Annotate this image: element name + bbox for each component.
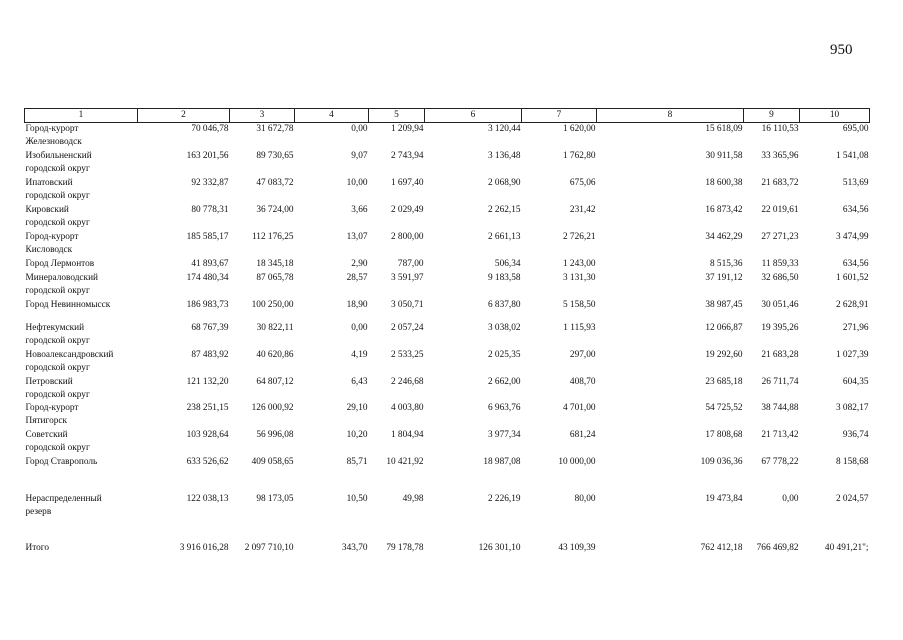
value-cell: 103 928,64: [186, 430, 229, 440]
value-cell: 766 469,82: [756, 543, 799, 553]
value-cell: 6,43: [351, 377, 368, 387]
row-label-line: Минераловодский: [25, 273, 99, 283]
row-label: [25, 322, 138, 349]
value-cell: 9,07: [351, 151, 368, 161]
row-label-line: Новоалександровский: [25, 350, 114, 360]
row-label-line: Город-курорт: [25, 403, 79, 413]
row-label-line: Ипатовский: [25, 178, 73, 188]
value-cell: 9 183,58: [487, 273, 521, 283]
row-label-line: Кировский: [25, 205, 69, 215]
table-row: [25, 402, 870, 429]
value-cell: 185 585,17: [186, 232, 229, 242]
value-cell: 3 038,02: [487, 323, 521, 333]
value-cell: 2 628,91: [835, 300, 869, 310]
row-label: [25, 456, 138, 479]
value-cell: 1 697,40: [390, 178, 424, 188]
value-cell: 8 158,68: [835, 457, 869, 467]
value-cell: 43 109,39: [558, 543, 596, 553]
value-cell: 408,70: [569, 377, 596, 387]
row-label-line: Итого: [25, 543, 50, 553]
value-cell: 8 515,36: [709, 259, 743, 269]
value-cell: 297,00: [569, 350, 596, 360]
row-label-line: городской округ: [25, 336, 90, 346]
row-label: [25, 204, 138, 231]
value-cell: 19 395,26: [761, 323, 799, 333]
value-cell: 27 271,23: [761, 232, 799, 242]
row-label-line: городской округ: [25, 363, 90, 373]
table-row: [25, 456, 870, 479]
value-cell: 68 767,39: [191, 323, 229, 333]
value-cell: 18 600,38: [705, 178, 743, 188]
table-row: [25, 542, 870, 569]
value-cell: 4 003,80: [390, 403, 424, 413]
value-cell: 36 724,00: [256, 205, 294, 215]
table-row: [25, 299, 870, 322]
value-cell: 3,66: [351, 205, 368, 215]
value-cell: 87 065,78: [256, 273, 294, 283]
row-label-line: Город Невинномысск: [25, 300, 111, 310]
value-cell: 2 068,90: [487, 178, 521, 188]
value-cell: 409 058,65: [251, 457, 294, 467]
value-cell: 19 473,84: [705, 494, 743, 504]
value-cell: 40 491,21";: [824, 543, 869, 553]
table-row: [25, 322, 870, 349]
value-cell: 1 601,52: [835, 273, 869, 283]
value-cell: 3 050,71: [390, 300, 424, 310]
value-cell: 2 262,15: [487, 205, 521, 215]
row-spacer: [25, 479, 870, 493]
column-header: 7: [522, 109, 597, 123]
value-cell: 79 178,78: [386, 543, 424, 553]
value-cell: 28,57: [346, 273, 368, 283]
value-cell: 2 800,00: [390, 232, 424, 242]
value-cell: 163 201,56: [186, 151, 229, 161]
value-cell: 30 822,11: [256, 323, 294, 333]
value-cell: 1 804,94: [390, 430, 424, 440]
value-cell: 10,50: [346, 494, 368, 504]
value-cell: 6 963,76: [487, 403, 521, 413]
value-cell: 2,90: [351, 259, 368, 269]
value-cell: 38 987,45: [705, 300, 743, 310]
value-cell: 2 029,49: [390, 205, 424, 215]
value-cell: 633 526,62: [186, 457, 229, 467]
value-cell: 26 711,74: [761, 377, 799, 387]
budget-table: [24, 108, 870, 569]
table-row: [25, 177, 870, 204]
value-cell: 19 292,60: [705, 350, 743, 360]
value-cell: 2 097 710,10: [244, 543, 294, 553]
column-header: 5: [369, 109, 425, 123]
row-label: [25, 429, 138, 456]
row-label-line: Город-курорт: [25, 232, 79, 242]
column-header: 2: [138, 109, 230, 123]
table-row: [25, 349, 870, 376]
value-cell: 109 036,36: [700, 457, 743, 467]
column-header: 6: [425, 109, 522, 123]
value-cell: 92 332,87: [191, 178, 229, 188]
value-cell: 1 620,00: [562, 124, 596, 134]
value-cell: 49,98: [402, 494, 424, 504]
row-label: [25, 177, 138, 204]
row-label-line: городской округ: [25, 191, 90, 201]
value-cell: 1 209,94: [390, 124, 424, 134]
row-label-line: Нераспределенный: [25, 494, 102, 504]
value-cell: 513,69: [842, 178, 869, 188]
value-cell: 16 110,53: [761, 124, 799, 134]
value-cell: 40 620,86: [256, 350, 294, 360]
value-cell: 634,56: [842, 259, 869, 269]
value-cell: 4,19: [351, 350, 368, 360]
table-row: [25, 429, 870, 456]
value-cell: 2 661,13: [487, 232, 521, 242]
column-header: 1: [25, 109, 138, 123]
row-label-line: Нефтекумский: [25, 323, 85, 333]
row-label-line: Петровский: [25, 377, 73, 387]
value-cell: 122 038,13: [186, 494, 229, 504]
value-cell: 80 778,31: [191, 205, 229, 215]
row-label-line: Город-курорт: [25, 124, 79, 134]
value-cell: 634,56: [842, 205, 869, 215]
value-cell: 3 131,30: [562, 273, 596, 283]
value-cell: 67 778,22: [761, 457, 799, 467]
value-cell: 10 421,92: [386, 457, 424, 467]
row-label-line: городской округ: [25, 390, 90, 400]
column-header: 4: [295, 109, 369, 123]
value-cell: 2 024,57: [835, 494, 869, 504]
row-label-line: Город Ставрополь: [25, 457, 98, 467]
value-cell: 0,00: [351, 124, 368, 134]
value-cell: 2 533,25: [390, 350, 424, 360]
value-cell: 936,74: [842, 430, 869, 440]
value-cell: 2 726,21: [562, 232, 596, 242]
value-cell: 2 662,00: [487, 377, 521, 387]
value-cell: 11 859,33: [761, 259, 799, 269]
value-cell: 37 191,12: [705, 273, 743, 283]
value-cell: 31 672,78: [256, 124, 294, 134]
value-cell: 12 066,87: [705, 323, 743, 333]
row-label: [25, 493, 138, 520]
table-row: [25, 258, 870, 272]
table-row: [25, 150, 870, 177]
table-row: [25, 272, 870, 299]
table-row: [25, 231, 870, 258]
row-label: [25, 376, 138, 402]
value-cell: 3 916 016,28: [179, 543, 229, 553]
value-cell: 10,00: [346, 178, 368, 188]
value-cell: 112 176,25: [252, 232, 294, 242]
value-cell: 238 251,15: [186, 403, 229, 413]
table-row: [25, 123, 870, 151]
value-cell: 0,00: [782, 494, 799, 504]
value-cell: 64 807,12: [256, 377, 294, 387]
value-cell: 16 873,42: [705, 205, 743, 215]
value-cell: 3 120,44: [487, 124, 521, 134]
value-cell: 1 243,00: [562, 259, 596, 269]
row-label: [25, 299, 138, 322]
row-label-line: городской округ: [25, 164, 90, 174]
value-cell: 18 987,08: [483, 457, 521, 467]
value-cell: 15 618,09: [705, 124, 743, 134]
column-header: 3: [230, 109, 295, 123]
value-cell: 2 743,94: [390, 151, 424, 161]
value-cell: 186 983,73: [186, 300, 229, 310]
value-cell: 2 226,19: [487, 494, 521, 504]
value-cell: 21 683,72: [761, 178, 799, 188]
value-cell: 0,00: [351, 323, 368, 333]
value-cell: 18 345,18: [256, 259, 294, 269]
row-label-line: городской округ: [25, 218, 90, 228]
value-cell: 10,20: [346, 430, 368, 440]
value-cell: 89 730,65: [256, 151, 294, 161]
row-label: [25, 258, 138, 272]
row-label-line: Город Лермонтов: [25, 259, 95, 269]
value-cell: 17 808,68: [705, 430, 743, 440]
value-cell: 30 911,58: [705, 151, 743, 161]
value-cell: 3 082,17: [835, 403, 869, 413]
value-cell: 1 762,80: [562, 151, 596, 161]
value-cell: 80,00: [574, 494, 596, 504]
value-cell: 343,70: [341, 543, 368, 553]
value-cell: 3 591,97: [390, 273, 424, 283]
value-cell: 23 685,18: [705, 377, 743, 387]
value-cell: 56 996,08: [256, 430, 294, 440]
row-label: [25, 542, 138, 569]
value-cell: 47 083,72: [256, 178, 294, 188]
value-cell: 2 057,24: [390, 323, 424, 333]
column-header: 10: [800, 109, 870, 123]
value-cell: 87 483,92: [191, 350, 229, 360]
value-cell: 3 977,34: [487, 430, 521, 440]
row-label: [25, 349, 138, 376]
row-label: [25, 231, 138, 258]
value-cell: 18,90: [346, 300, 368, 310]
value-cell: 604,35: [842, 377, 869, 387]
row-label-line: городской округ: [25, 286, 90, 296]
value-cell: 4 701,00: [562, 403, 596, 413]
row-label: [25, 150, 138, 177]
row-label-line: городской округ: [25, 443, 90, 453]
value-cell: 2 246,68: [390, 377, 424, 387]
value-cell: 85,71: [346, 457, 368, 467]
row-label-line: Советский: [25, 430, 68, 440]
value-cell: 54 725,52: [705, 403, 743, 413]
value-cell: 6 837,80: [487, 300, 521, 310]
row-label-line: Железноводск: [25, 137, 82, 147]
value-cell: 681,24: [569, 430, 596, 440]
value-cell: 33 365,96: [761, 151, 799, 161]
value-cell: 762 412,18: [700, 543, 743, 553]
value-cell: 506,34: [494, 259, 521, 269]
value-cell: 5 158,50: [562, 300, 596, 310]
value-cell: 38 744,88: [761, 403, 799, 413]
table-row: [25, 493, 870, 520]
row-spacer: [25, 520, 870, 542]
value-cell: 2 025,35: [487, 350, 521, 360]
value-cell: 271,96: [842, 323, 869, 333]
value-cell: 41 893,67: [191, 259, 229, 269]
row-label: [25, 402, 138, 429]
value-cell: 22 019,61: [761, 205, 799, 215]
value-cell: 121 132,20: [186, 377, 229, 387]
page-number: 950: [830, 42, 853, 58]
value-cell: 231,42: [569, 205, 596, 215]
value-cell: 1 027,39: [835, 350, 869, 360]
value-cell: 30 051,46: [761, 300, 799, 310]
row-label-line: Пятигорск: [25, 416, 68, 426]
value-cell: 126 301,10: [478, 543, 521, 553]
value-cell: 1 115,93: [563, 323, 596, 333]
value-cell: 13,07: [346, 232, 368, 242]
value-cell: 675,06: [569, 178, 596, 188]
value-cell: 174 480,34: [186, 273, 229, 283]
column-numbers-row: [25, 109, 870, 123]
value-cell: 126 000,92: [251, 403, 294, 413]
column-header: 8: [597, 109, 744, 123]
value-cell: 98 173,05: [256, 494, 294, 504]
value-cell: 34 462,29: [705, 232, 743, 242]
value-cell: 21 713,42: [761, 430, 799, 440]
value-cell: 21 683,28: [761, 350, 799, 360]
value-cell: 3 474,99: [835, 232, 869, 242]
value-cell: 32 686,50: [761, 273, 799, 283]
row-label: [25, 123, 138, 151]
row-label-line: Изобильненский: [25, 151, 92, 161]
value-cell: 695,00: [842, 124, 869, 134]
value-cell: 29,10: [346, 403, 368, 413]
row-label-line: резерв: [25, 507, 52, 517]
value-cell: 100 250,00: [251, 300, 294, 310]
value-cell: 1 541,08: [835, 151, 869, 161]
table-row: [25, 376, 870, 402]
row-label: [25, 272, 138, 299]
value-cell: 787,00: [397, 259, 424, 269]
value-cell: 10 000,00: [558, 457, 596, 467]
table-row: [25, 204, 870, 231]
column-header: 9: [744, 109, 800, 123]
value-cell: 70 046,78: [191, 124, 229, 134]
row-label-line: Кисловодск: [25, 245, 73, 255]
value-cell: 3 136,48: [487, 151, 521, 161]
